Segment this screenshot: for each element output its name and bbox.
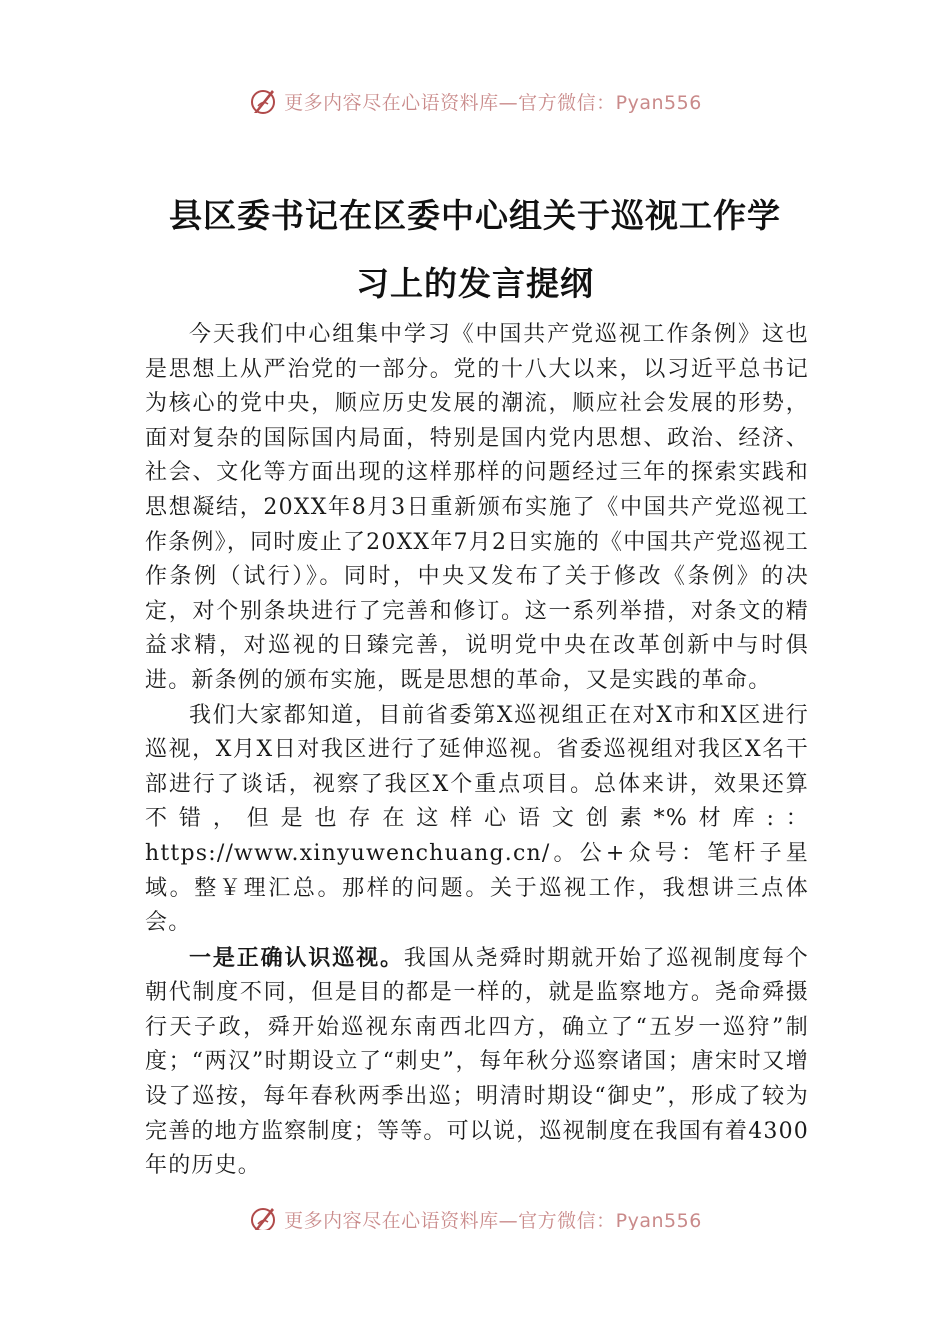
paragraph-1 bbox=[145, 318, 809, 699]
quill-logo-icon bbox=[248, 1208, 278, 1230]
watermark-header bbox=[0, 86, 950, 116]
paragraph-3-lead: 一是正确认识巡视。 bbox=[189, 944, 404, 971]
quill-logo-icon bbox=[248, 86, 278, 116]
paragraph-3-text: 我国从尧舜时期就开始了巡视制度每个朝代制度不同，但是目的都是一样的，就是监察地方。尧命舜摄行天子政，舜开始巡视东南西北四方，确立了“五岁一巡狩”制度；“两汉”时期设立了“刺史”，每年秋分巡察诸国；唐宋时又增设了巡按，每年春秋两季出巡；明清时期设“御史”，形成了较为完善的地方监察制度；等等。可以说，巡视制度在我国有着4300年的历史。 bbox=[145, 945, 809, 1179]
paragraph-2 bbox=[145, 699, 809, 941]
document-title-line-2: 习上的发言提纲 bbox=[356, 264, 594, 303]
document-title-line-1: 县区委书记在区委中心组关于巡视工作学 bbox=[169, 196, 781, 235]
watermark-text: 更多内容尽在心语资料库—官方微信：Pyan556 bbox=[284, 1209, 702, 1230]
document-body bbox=[145, 318, 809, 1184]
watermark-text: 更多内容尽在心语资料库—官方微信：Pyan556 bbox=[284, 91, 702, 114]
paragraph-1-text: 今天我们中心组集中学习《中国共产党巡视工作条例》这也是思想上从严治党的一部分。党的十八大以来，以习近平总书记为核心的党中央，顺应历史发展的潮流，顺应社会发展的形势，面对复杂的国际国内局面，特别是国内党内思想、政治、经济、社会、文化等方面出现的这样那样的问题经过三年的探索实践和思想凝结，20XX年8月3日重新颁布实施了《中国共产党巡视工作条例》，同时废止了20XX年7月2日实施的《中国共产党巡视工作条例（试行）》。同时，中央又发布了关于修改《条例》的决定，对个别条块进行了完善和修订。这一系列举措，对条文的精益求精，对巡视的日臻完善，说明党中央在改革创新中与时俱进。新条例的颁布实施，既是思想的革命，又是实践的革命。 bbox=[145, 322, 809, 693]
paragraph-2-text: 我们大家都知道，目前省委第X巡视组正在对X市和X区进行巡视，X月X日对我区进行了延伸巡视。省委巡视组对我区X名干部进行了谈话，视察了我区X个重点项目。总体来讲，效果还算不错，但是也存在这样心语文创素*%材库:：https://www.xinyuwenchuang.cn/。公+众号：笔杆子星域。整￥理汇总。那样的问题。关于巡视工作，我想讲三点体会。 bbox=[145, 702, 809, 936]
watermark-footer bbox=[0, 1208, 950, 1230]
paragraph-3 bbox=[145, 941, 809, 1184]
